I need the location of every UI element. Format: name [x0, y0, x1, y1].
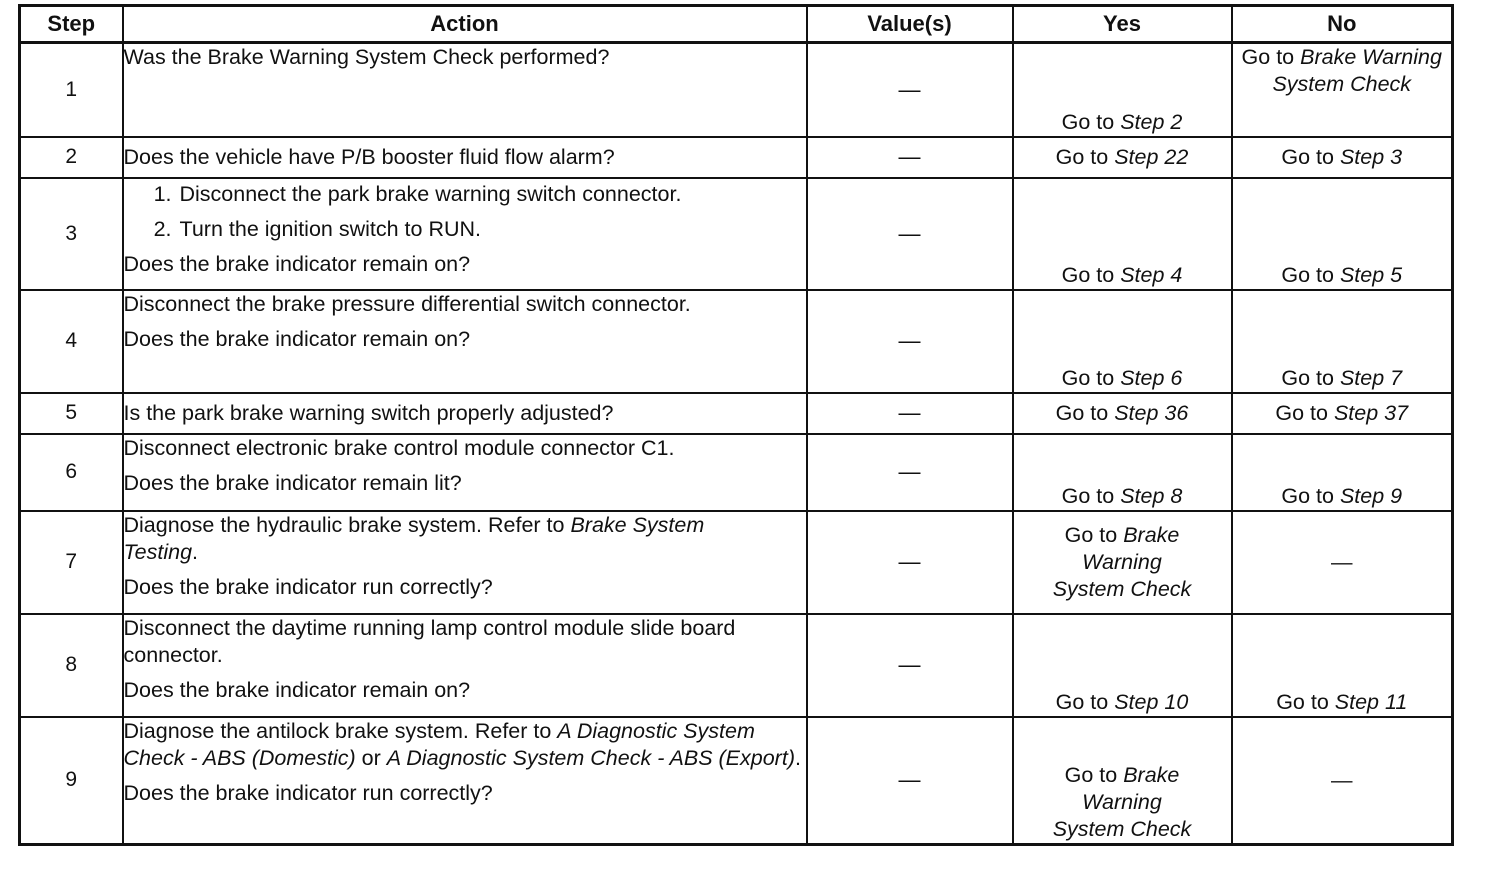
yes-ref: Step 10: [1114, 689, 1189, 714]
action-cell: [123, 717, 807, 845]
yes-ref: Step 36: [1114, 400, 1189, 425]
no-ref: Brake Warning System Check: [1272, 45, 1442, 96]
goto-label: Go to: [1064, 763, 1118, 787]
value-dash: —: [898, 76, 921, 102]
step-number: 8: [20, 614, 123, 717]
list-item: 2. Turn the ignition switch to RUN.: [178, 216, 806, 243]
goto-label: Go to: [1061, 109, 1115, 134]
step-number: 4: [20, 290, 123, 393]
action-text-post: .: [192, 539, 199, 564]
action-reference: A Diagnostic System Check - ABS (Domestic): [123, 718, 755, 770]
step-number: 6: [20, 434, 123, 511]
action-question: Does the brake indicator remain on?: [123, 251, 471, 276]
no-ref: Step 7: [1339, 365, 1403, 390]
table-row: [20, 178, 1453, 290]
no-ref: Step 5: [1339, 262, 1403, 287]
action-question: Does the brake indicator run correctly?: [123, 780, 493, 805]
no-cell: [1232, 178, 1453, 290]
value-cell: [807, 717, 1013, 845]
yes-ref: Step 22: [1114, 144, 1189, 169]
yes-cell: [1013, 717, 1232, 845]
table-row: [20, 717, 1453, 845]
no-cell: [1232, 614, 1453, 717]
action-cell: [123, 614, 807, 717]
value-dash: —: [898, 328, 921, 353]
action-cell: [123, 43, 807, 137]
goto-label: Go to: [1276, 689, 1329, 714]
value-dash: —: [898, 400, 921, 425]
goto-label: Go to: [1281, 483, 1334, 508]
table-row: [20, 43, 1453, 137]
value-cell: [807, 43, 1013, 137]
goto-label: Go to: [1061, 483, 1115, 508]
action-text-pre: Diagnose the antilock brake system. Refer to: [123, 718, 558, 743]
no-cell: [1232, 137, 1453, 178]
goto-label: Go to: [1061, 365, 1115, 390]
header-row: [20, 6, 1453, 43]
action-steps-list: [124, 181, 806, 243]
yes-ref: Step 8: [1120, 483, 1183, 508]
table-row: [20, 511, 1453, 614]
header-step: Step: [20, 6, 123, 43]
table-row: [20, 434, 1453, 511]
header-action: Action: [123, 6, 807, 43]
yes-cell: [1013, 511, 1232, 614]
action-text-pre: Diagnose the hydraulic brake system. Refer to: [123, 512, 571, 537]
goto-label: Go to: [1061, 262, 1115, 287]
no-ref: Step 9: [1339, 483, 1403, 508]
value-cell: [807, 393, 1013, 434]
value-dash: —: [898, 459, 921, 484]
action-question: Does the brake indicator remain on?: [123, 677, 471, 702]
value-dash: —: [898, 144, 921, 169]
yes-ref: Step 2: [1120, 109, 1183, 134]
value-cell: [807, 137, 1013, 178]
step-number: 9: [20, 717, 123, 845]
step-number: 1: [20, 43, 123, 137]
action-text-post: .: [794, 745, 801, 770]
value-cell: [807, 178, 1013, 290]
action-text: [124, 512, 806, 566]
no-cell: [1232, 717, 1453, 845]
goto-label: Go to: [1064, 522, 1118, 547]
goto-label: Go to: [1275, 400, 1328, 425]
action-question: Does the brake indicator run correctly?: [123, 574, 493, 599]
yes-cell: [1013, 178, 1232, 290]
table-row: [20, 137, 1453, 178]
no-cell: [1232, 393, 1453, 434]
yes-cell: [1013, 290, 1232, 393]
table-row: [20, 290, 1453, 393]
yes-cell: [1013, 434, 1232, 511]
no-dash: —: [1331, 767, 1353, 792]
header-values: Value(s): [807, 6, 1013, 43]
action-reference: Brake System Testing: [123, 512, 705, 564]
goto-label: Go to: [1281, 144, 1334, 169]
value-dash: —: [898, 549, 921, 574]
goto-label: Go to: [1281, 262, 1334, 287]
yes-ref: Brake Warning System Check: [1052, 522, 1192, 601]
action-cell: [123, 290, 807, 393]
header-yes: Yes: [1013, 6, 1232, 43]
action-cell: [123, 137, 807, 178]
no-cell: [1232, 43, 1453, 137]
goto-label: Go to: [1055, 144, 1109, 169]
action-reference-2: A Diagnostic System Check - ABS (Export): [386, 745, 795, 770]
diagnostic-table: [18, 4, 1454, 846]
action-question: Does the brake indicator remain lit?: [123, 470, 462, 495]
action-text: Disconnect the daytime running lamp control module slide board connector.: [123, 615, 736, 667]
action-text: Disconnect electronic brake control module connector C1.: [123, 435, 675, 460]
action-cell: [123, 511, 807, 614]
action-text: Does the vehicle have P/B booster fluid flow alarm?: [123, 144, 615, 169]
value-dash: —: [898, 767, 921, 793]
action-text: Disconnect the brake pressure differential switch connector.: [123, 291, 691, 316]
goto-label: Go to: [1241, 45, 1295, 69]
action-cell: [123, 178, 807, 290]
no-ref: Step 11: [1334, 689, 1408, 714]
table-row: [20, 614, 1453, 717]
yes-cell: [1013, 614, 1232, 717]
action-text: Is the park brake warning switch properly adjusted?: [123, 400, 614, 425]
action-cell: [123, 393, 807, 434]
value-dash: —: [898, 652, 921, 677]
step-number: 5: [20, 393, 123, 434]
yes-ref: Step 4: [1120, 262, 1183, 287]
value-cell: [807, 614, 1013, 717]
action-text-mid: or: [355, 745, 387, 770]
table-row: [20, 393, 1453, 434]
list-item: 1. Disconnect the park brake warning switch connector.: [178, 181, 806, 208]
yes-cell: [1013, 393, 1232, 434]
goto-label: Go to: [1055, 400, 1109, 425]
yes-ref: Step 6: [1120, 365, 1183, 390]
step-number: 3: [20, 178, 123, 290]
no-dash: —: [1331, 549, 1353, 574]
no-cell: [1232, 434, 1453, 511]
goto-label: Go to: [1055, 689, 1109, 714]
action-cell: [123, 434, 807, 511]
yes-cell: [1013, 43, 1232, 137]
header-no: No: [1232, 6, 1453, 43]
yes-ref: Brake Warning System Check: [1052, 763, 1192, 841]
step-number: 7: [20, 511, 123, 614]
no-ref: Step 37: [1333, 400, 1409, 425]
action-question: Does the brake indicator remain on?: [123, 326, 471, 351]
value-cell: [807, 511, 1013, 614]
goto-label: Go to: [1281, 365, 1334, 390]
action-text: Was the Brake Warning System Check performed?: [123, 45, 610, 69]
value-cell: [807, 290, 1013, 393]
no-cell: [1232, 511, 1453, 614]
step-number: 2: [20, 137, 123, 178]
yes-cell: [1013, 137, 1232, 178]
value-cell: [807, 434, 1013, 511]
no-ref: Step 3: [1339, 144, 1403, 169]
no-cell: [1232, 290, 1453, 393]
action-text: [124, 718, 806, 772]
value-dash: —: [898, 220, 921, 246]
